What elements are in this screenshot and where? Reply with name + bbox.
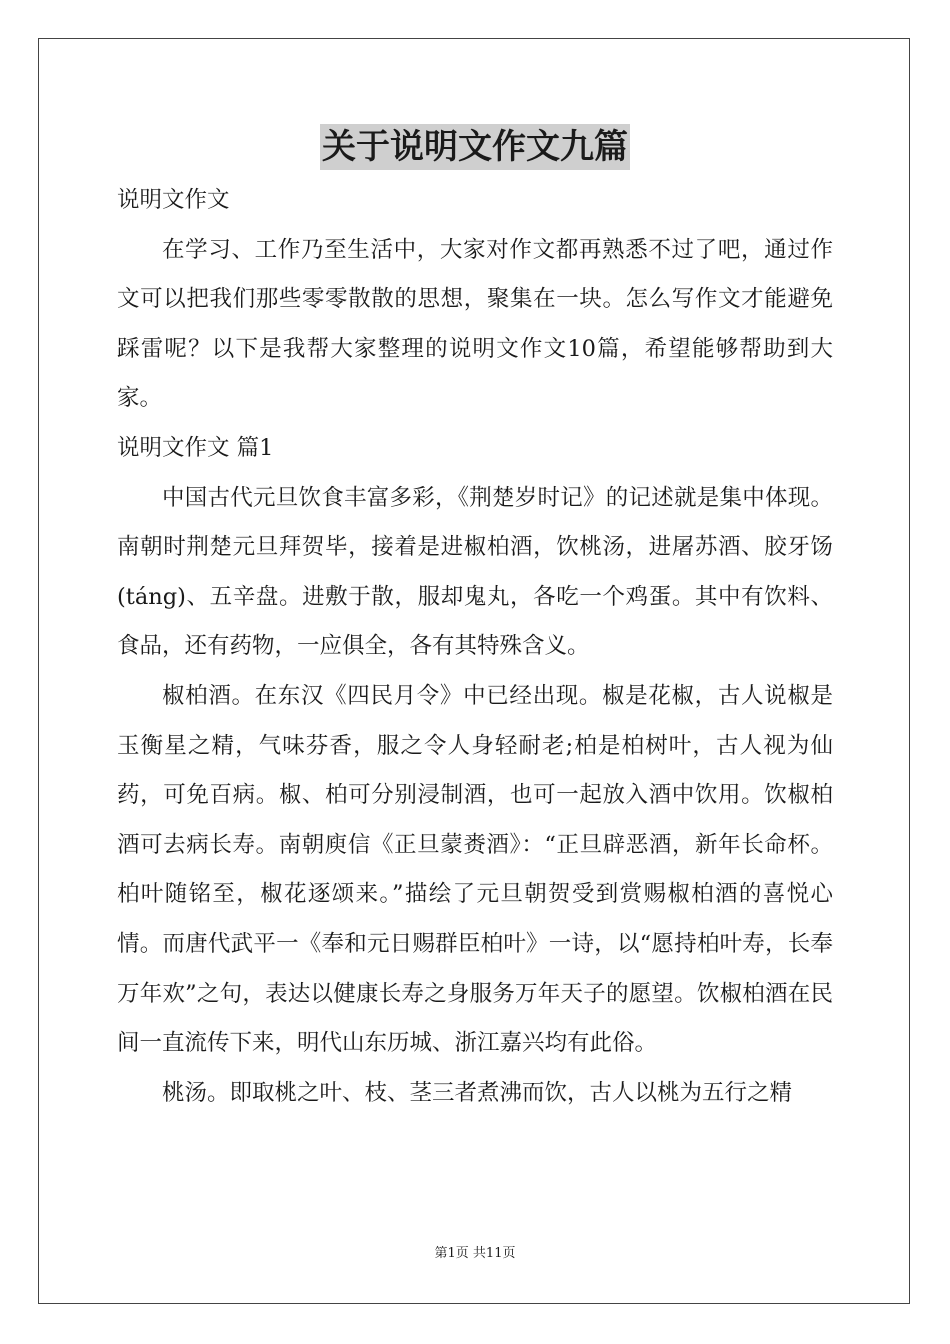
paragraph: 中国古代元旦饮食丰富多彩，《荆楚岁时记》的记述就是集中体现。南朝时荆楚元旦拜贺毕，接着是进椒柏酒，饮桃汤，进屠苏酒、胶牙饧(táng)、五辛盘。进敷于散，服却鬼丸，各吃一个鸡蛋。其中有饮料、食品，还有药物，一应俱全，各有其特殊含义。 <box>117 484 833 660</box>
document-body <box>117 176 833 1118</box>
paragraph: 桃汤。即取桃之叶、枝、茎三者煮沸而饮，古人以桃为五行之精 <box>162 1079 793 1106</box>
title-container <box>0 124 950 170</box>
page-footer: 第1页 共11页 <box>434 1246 516 1261</box>
paragraph: 在学习、工作乃至生活中，大家对作文都再熟悉不过了吧，通过作文可以把我们那些零零散散的思想，聚集在一块。怎么写作文才能避免踩雷呢？以下是我帮大家整理的说明文作文10篇，希望能够帮助到大家。 <box>117 236 833 412</box>
paragraph: 说明文作文 <box>117 187 230 213</box>
paragraph: 椒柏酒。在东汉《四民月令》中已经出现。椒是花椒，古人说椒是玉衡星之精，气味芬香，服之令人身轻耐老;柏是柏树叶，古人视为仙药，可免百病。椒、柏可分别浸制酒，也可一起放入酒中饮用。饮椒柏酒可去病长寿。南朝庾信《正旦蒙赉酒》：“正旦辟恶酒，新年长命杯。柏叶随铭至，椒花逐颂来。”描绘了元旦朝贺受到赏赐椒柏酒的喜悦心情。而唐代武平一《奉和元日赐群臣柏叶》一诗，以“愿持柏叶寿，长奉万年欢”之句，表达以健康长寿之身服务万年天子的愿望。饮椒柏酒在民间一直流传下来，明代山东历城、浙江嘉兴均有此俗。 <box>117 682 833 1057</box>
section-heading: 说明文作文 篇1 <box>117 434 274 461</box>
document-title: 关于说明文作文九篇 <box>320 124 630 170</box>
